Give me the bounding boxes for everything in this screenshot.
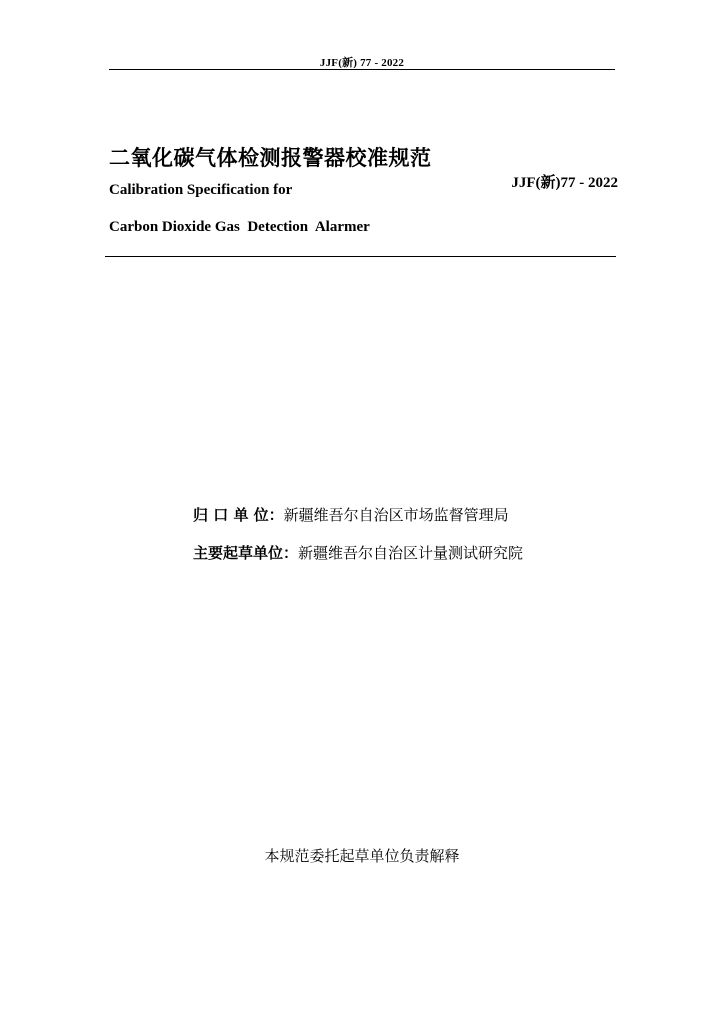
header-divider: [109, 69, 615, 70]
title-chinese: 二氧化碳气体检测报警器校准规范: [109, 146, 432, 170]
title-english-line2: Carbon Dioxide Gas Detection Alarmer: [109, 219, 370, 235]
drafter-row: [193, 542, 523, 563]
document-number: JJF(新)77 - 2022: [511, 175, 618, 191]
title-english-line1: Calibration Specification for: [109, 182, 293, 198]
drafter-label: 主要起草单位：: [193, 544, 299, 562]
drafter-value: 新疆维吾尔自治区计量测试研究院: [298, 544, 524, 562]
title-divider: [105, 256, 616, 257]
authority-row: [193, 504, 509, 525]
interpretation-note: 本规范委托起草单位负责解释: [264, 847, 460, 865]
authority-label: 归 口 单 位：: [193, 506, 284, 524]
header-document-code: JJF(新) 77 - 2022: [319, 57, 405, 69]
authority-value: 新疆维吾尔自治区市场监督管理局: [283, 506, 509, 524]
